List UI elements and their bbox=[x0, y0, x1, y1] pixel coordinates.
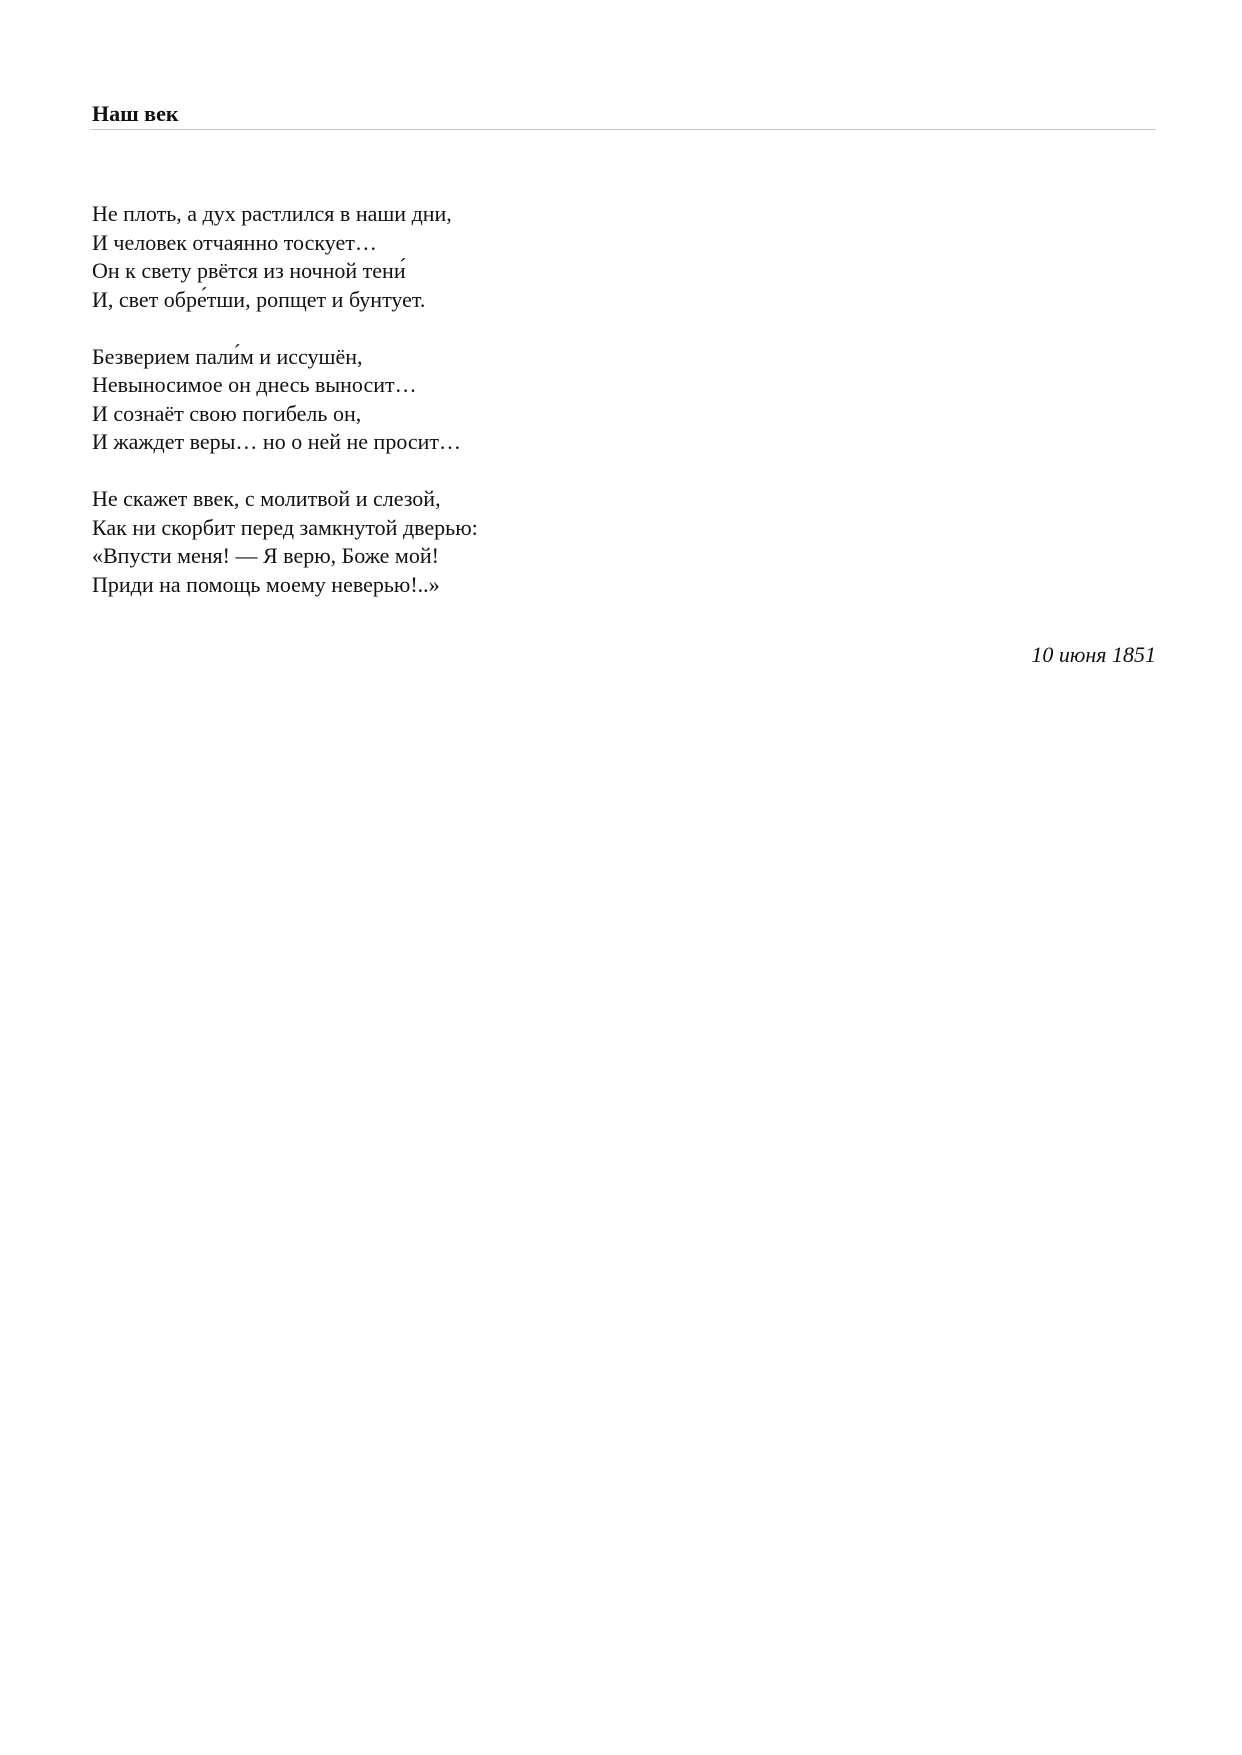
title-divider bbox=[90, 129, 1156, 130]
poem-title: Наш век bbox=[92, 101, 179, 126]
poem-line: И, свет обре́тши, ропщет и бунтует. bbox=[92, 286, 426, 312]
poem-line: Как ни скорбит перед замкнутой дверью: bbox=[92, 514, 478, 540]
poem-line: И человек отчаянно тоскует… bbox=[92, 229, 377, 255]
stanza bbox=[92, 343, 992, 457]
poem-line: Не скажет ввек, с молитвой и слезой, bbox=[92, 486, 441, 511]
poem-line: Невыносимое он днесь выносит… bbox=[92, 372, 417, 397]
poem-line: «Впусти меня! — Я верю, Боже мой! bbox=[92, 543, 439, 568]
poem-line: Не плоть, а дух растлился в наши дни, bbox=[92, 201, 452, 226]
stanza bbox=[92, 485, 992, 599]
poem-line: Приди на помощь моему неверью!..» bbox=[92, 571, 440, 597]
poem-line: Безверием пали́м и иссушён, bbox=[92, 343, 363, 369]
poem-line: Он к свету рвётся из ночной тени́ bbox=[92, 258, 406, 283]
poem-date: 10 июня 1851 bbox=[1031, 642, 1156, 667]
poem-line: И сознаёт свою погибель он, bbox=[92, 400, 362, 426]
poem-body bbox=[92, 200, 992, 628]
stanza bbox=[92, 200, 992, 314]
poem-line: И жаждет веры… но о ней не просит… bbox=[92, 429, 462, 454]
